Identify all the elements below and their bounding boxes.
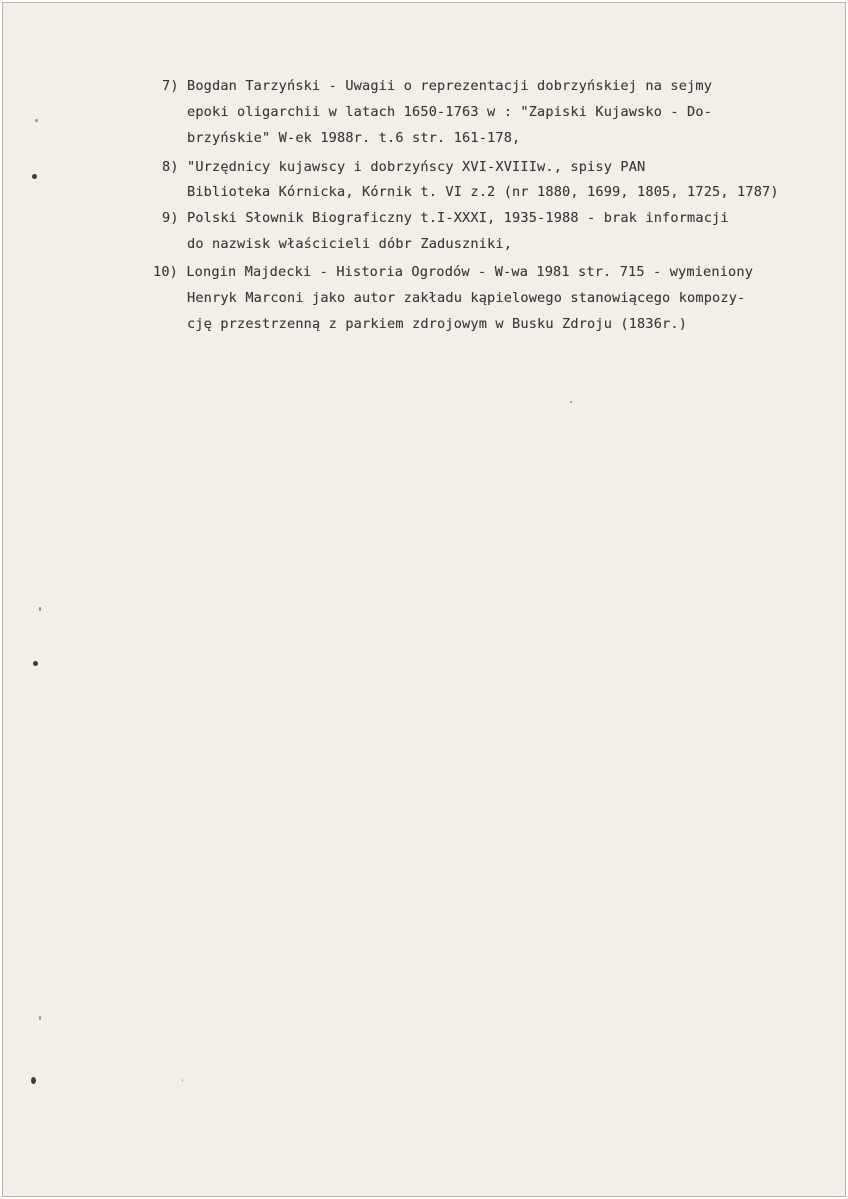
binder-hole-mark	[35, 119, 38, 122]
reference-list	[3, 3, 845, 1196]
reference-line: 9) Polski Słownik Biograficzny t.I-XXXI, 1935-1988 - brak informacji	[162, 210, 729, 226]
reference-line: brzyńskie" W-ek 1988r. t.6 str. 161-178,	[187, 130, 521, 146]
document-page	[2, 2, 846, 1197]
binder-hole-mark	[39, 1016, 41, 1020]
paper-speck	[182, 1079, 183, 1082]
binder-hole-mark	[31, 1077, 36, 1084]
reference-line: Henryk Marconi jako autor zakładu kąpielowego stanowiącego kompozy-	[187, 290, 746, 306]
reference-line: 7) Bogdan Tarzyński - Uwagii o reprezentacji dobrzyńskiej na sejmy	[162, 78, 713, 94]
binder-hole-mark	[33, 661, 38, 666]
paper-speck	[570, 401, 572, 403]
reference-line: 10) Longin Majdecki - Historia Ogrodów - W-wa 1981 str. 715 - wymieniony	[153, 264, 754, 280]
reference-line: Biblioteka Kórnicka, Kórnik t. VI z.2 (nr 1880, 1699, 1805, 1725, 1787)	[187, 184, 779, 200]
reference-line: do nazwisk właścicieli dóbr Zaduszniki,	[187, 236, 513, 252]
reference-line: epoki oligarchii w latach 1650-1763 w : "Zapiski Kujawsko - Do-	[187, 104, 713, 120]
binder-hole-mark	[39, 607, 41, 611]
reference-line: cję przestrzenną z parkiem zdrojowym w Busku Zdroju (1836r.)	[187, 316, 688, 332]
binder-hole-mark	[32, 174, 37, 179]
reference-line: 8) "Urzędnicy kujawscy i dobrzyńscy XVI-XVIIIw., spisy PAN	[162, 159, 646, 175]
